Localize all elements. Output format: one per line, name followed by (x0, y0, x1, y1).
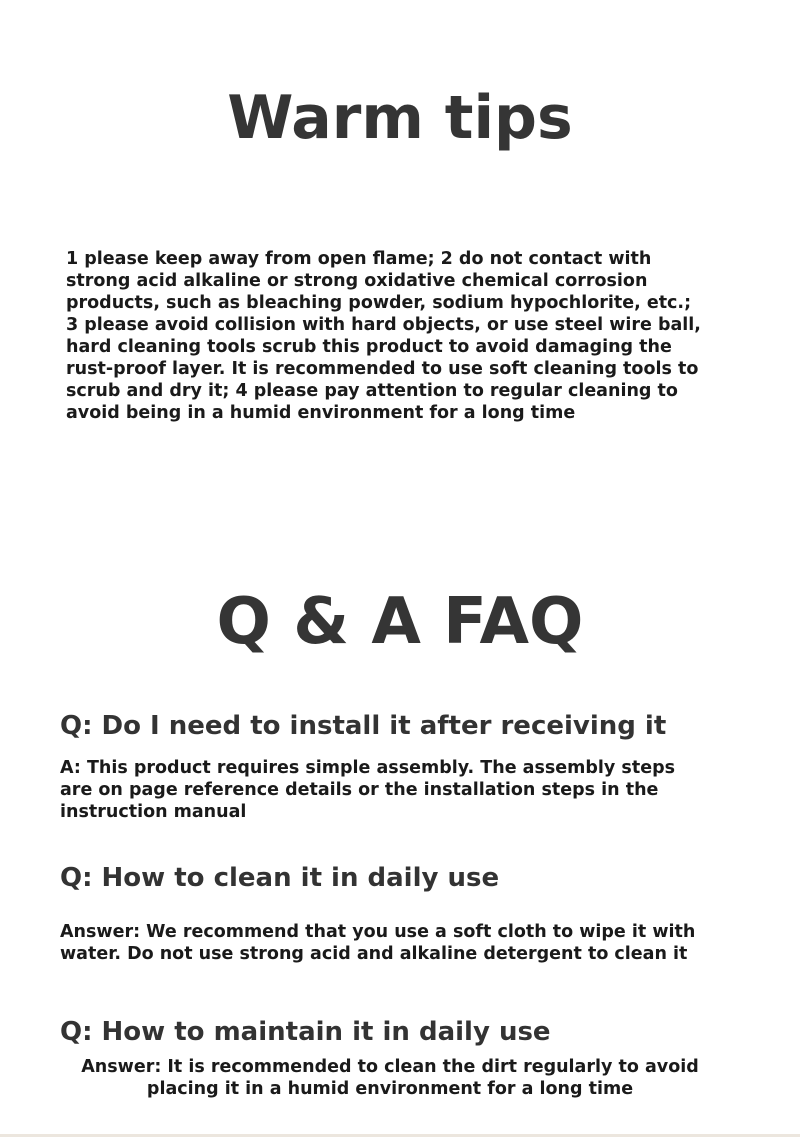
faq-question-install: Q: Do I need to install it after receiving it (60, 711, 667, 741)
faq-answer-maintain: Answer: It is recommended to clean the dirt regularly to avoid placing it in a humid environment for a long time (81, 1057, 699, 1099)
faq-question-clean: Q: How to clean it in daily use (60, 863, 500, 893)
warm-tips-title: Warm tips (227, 83, 573, 153)
faq-answer-clean: Answer: We recommend that you use a soft cloth to wipe it with water. Do not use strong acid and alkaline detergent to clean it (60, 922, 696, 964)
faq-title: Q & A FAQ (216, 585, 584, 659)
warm-tips-text: 1 please keep away from open flame; 2 do not contact with strong acid alkaline or strong oxidative chemical corrosion products, such as bleaching powder, sodium hypochlorite, etc.; 3 please avoid collision with hard objects, or use steel wire ball, hard cleaning tools scrub this product to avoid damaging the rust-proof layer. It is recommended to use soft cleaning tools to scrub and dry it; 4 please pay attention to regular cleaning to avoid being in a humid environment for a long time (66, 249, 701, 423)
faq-answer-install: A: This product requires simple assembly. The assembly steps are on page reference details or the installation steps in the instruction manual (60, 758, 676, 822)
faq-question-maintain: Q: How to maintain it in daily use (60, 1017, 551, 1047)
